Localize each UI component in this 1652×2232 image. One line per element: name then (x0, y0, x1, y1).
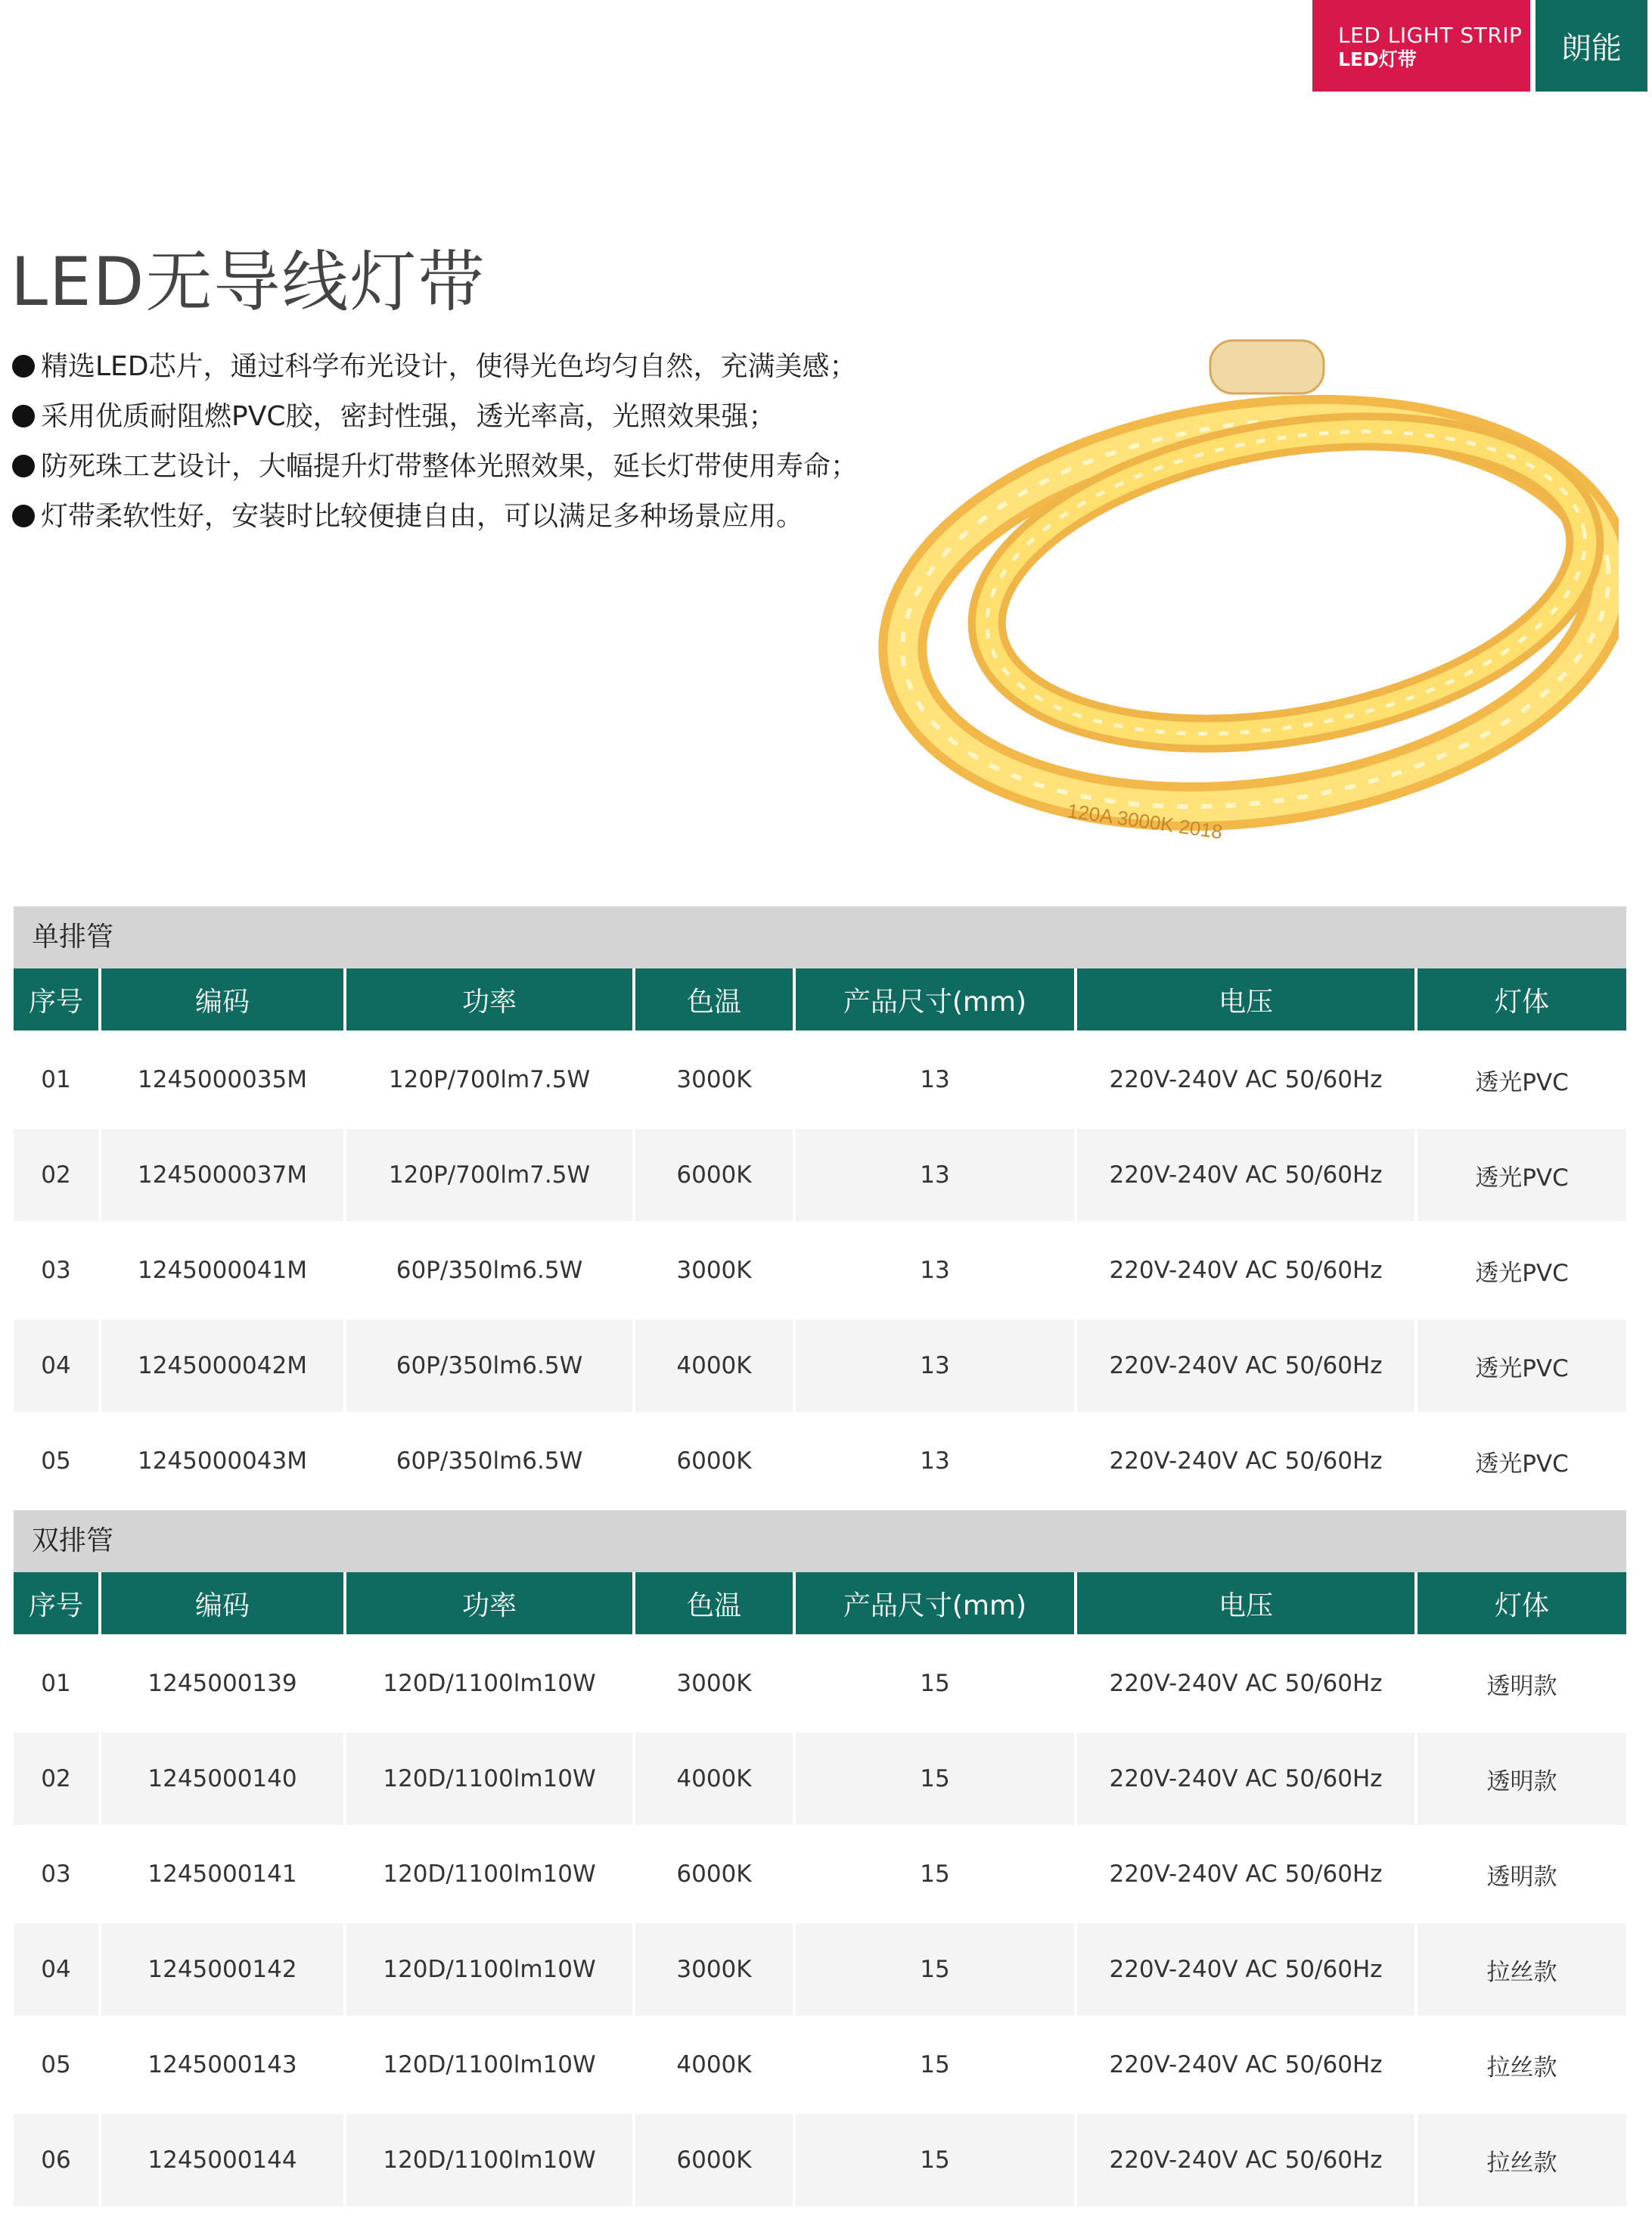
col-header: 色温 (635, 1572, 796, 1634)
single-row-table (14, 906, 1626, 1507)
table-row (14, 1317, 1626, 1412)
table-cell: 04 (14, 1320, 101, 1412)
table-cell: 120D/1100lm10W (346, 1733, 635, 1825)
table-cell: 透光PVC (1418, 1320, 1626, 1412)
table-cell: 05 (14, 2019, 101, 2111)
table-cell: 13 (796, 1034, 1077, 1126)
table-cell: 15 (796, 2019, 1077, 2111)
table-cell: 120D/1100lm10W (346, 2019, 635, 2111)
table-cell: 60P/350lm6.5W (346, 1415, 635, 1507)
table-cell: 120D/1100lm10W (346, 2114, 635, 2206)
brand-badge: 朗能 (1536, 0, 1647, 92)
table-cell: 220V-240V AC 50/60Hz (1077, 1034, 1418, 1126)
table-row (14, 1126, 1626, 1221)
table-cell: 透明款 (1418, 1637, 1626, 1730)
table-row (14, 1221, 1626, 1317)
table-cell: 13 (796, 1415, 1077, 1507)
col-header: 序号 (14, 968, 101, 1031)
table-cell: 1245000144 (101, 2114, 346, 2206)
table-cell: 120D/1100lm10W (346, 1828, 635, 1920)
table-cell: 02 (14, 1733, 101, 1825)
table-cell: 220V-240V AC 50/60Hz (1077, 2019, 1418, 2111)
table-cell: 4000K (635, 1320, 796, 1412)
table-cell: 220V-240V AC 50/60Hz (1077, 1828, 1418, 1920)
table-cell: 4000K (635, 2019, 796, 2111)
col-header: 产品尺寸(mm) (796, 1572, 1077, 1634)
table-cell: 4000K (635, 1733, 796, 1825)
strip-print: 120A 3000K 2018 (1066, 799, 1225, 844)
table-cell: 03 (14, 1224, 101, 1317)
double-row-table (14, 1510, 1626, 2206)
table-cell: 3000K (635, 1637, 796, 1730)
table-row (14, 1634, 1626, 1730)
table-cell: 120P/700lm7.5W (346, 1129, 635, 1221)
table-cell: 01 (14, 1034, 101, 1126)
col-header: 产品尺寸(mm) (796, 968, 1077, 1031)
table-cell: 120P/700lm7.5W (346, 1034, 635, 1126)
table-cell: 220V-240V AC 50/60Hz (1077, 2114, 1418, 2206)
table-cell: 120D/1100lm10W (346, 1923, 635, 2016)
table-cell: 15 (796, 1637, 1077, 1730)
table-body (14, 1031, 1626, 1507)
table-cell: 120D/1100lm10W (346, 1637, 635, 1730)
table-row (14, 2016, 1626, 2111)
category-en: LED LIGHT STRIP (1338, 23, 1523, 48)
feature-item: 采用优质耐阻燃PVC胶，密封性强，透光率高，光照效果强； (12, 392, 858, 442)
table-cell: 1245000139 (101, 1637, 346, 1730)
table-row (14, 1412, 1626, 1507)
col-header: 编码 (101, 968, 346, 1031)
table-cell: 02 (14, 1129, 101, 1221)
table-cell: 220V-240V AC 50/60Hz (1077, 1129, 1418, 1221)
table-cell: 13 (796, 1129, 1077, 1221)
table-cell: 3000K (635, 1923, 796, 2016)
table-cell: 6000K (635, 1415, 796, 1507)
table-cell: 220V-240V AC 50/60Hz (1077, 1224, 1418, 1317)
table-cell: 1245000141 (101, 1828, 346, 1920)
bullet-icon (12, 405, 35, 427)
col-header: 灯体 (1418, 1572, 1626, 1634)
table-body (14, 1634, 1626, 2206)
table-cell: 透光PVC (1418, 1034, 1626, 1126)
table-cell: 1245000042M (101, 1320, 346, 1412)
table-cell: 1245000043M (101, 1415, 346, 1507)
table-cell: 15 (796, 1828, 1077, 1920)
product-image (877, 333, 1619, 863)
table-cell: 01 (14, 1637, 101, 1730)
section-title: 单排管 (14, 906, 1626, 968)
col-header: 序号 (14, 1572, 101, 1634)
table-cell: 220V-240V AC 50/60Hz (1077, 1733, 1418, 1825)
table-cell: 15 (796, 2114, 1077, 2206)
table-row (14, 1920, 1626, 2016)
table-row (14, 1825, 1626, 1920)
table-cell: 1245000142 (101, 1923, 346, 2016)
table-cell: 3000K (635, 1224, 796, 1317)
table-cell: 6000K (635, 1828, 796, 1920)
bullet-icon (12, 355, 35, 378)
table-cell: 6000K (635, 1129, 796, 1221)
feature-list (12, 342, 858, 542)
col-header: 编码 (101, 1572, 346, 1634)
table-header (14, 968, 1626, 1031)
table-cell: 3000K (635, 1034, 796, 1126)
feature-item: 精选LED芯片，通过科学布光设计，使得光色均匀自然，充满美感； (12, 342, 858, 392)
table-cell: 220V-240V AC 50/60Hz (1077, 1415, 1418, 1507)
table-cell: 1245000035M (101, 1034, 346, 1126)
bullet-icon (12, 455, 35, 477)
feature-item: 防死珠工艺设计，大幅提升灯带整体光照效果，延长灯带使用寿命； (12, 442, 858, 492)
category-badge (1312, 0, 1530, 92)
table-cell: 1245000140 (101, 1733, 346, 1825)
table-row (14, 2111, 1626, 2206)
table-cell: 06 (14, 2114, 101, 2206)
section-title: 双排管 (14, 1510, 1626, 1572)
col-header: 电压 (1077, 1572, 1418, 1634)
table-cell: 拉丝款 (1418, 2114, 1626, 2206)
table-cell: 6000K (635, 2114, 796, 2206)
table-cell: 03 (14, 1828, 101, 1920)
table-cell: 1245000037M (101, 1129, 346, 1221)
table-cell: 13 (796, 1320, 1077, 1412)
table-cell: 拉丝款 (1418, 2019, 1626, 2111)
feature-item: 灯带柔软性好，安装时比较便捷自由，可以满足多种场景应用。 (12, 492, 858, 542)
table-cell: 220V-240V AC 50/60Hz (1077, 1320, 1418, 1412)
table-row (14, 1730, 1626, 1825)
bullet-icon (12, 505, 35, 527)
table-cell: 透光PVC (1418, 1129, 1626, 1221)
table-cell: 透光PVC (1418, 1224, 1626, 1317)
table-cell: 透光PVC (1418, 1415, 1626, 1507)
category-cn: LED灯带 (1338, 48, 1417, 70)
table-cell: 05 (14, 1415, 101, 1507)
col-header: 灯体 (1418, 968, 1626, 1031)
table-cell: 220V-240V AC 50/60Hz (1077, 1637, 1418, 1730)
table-cell: 透明款 (1418, 1733, 1626, 1825)
table-cell: 04 (14, 1923, 101, 2016)
table-cell: 15 (796, 1923, 1077, 2016)
col-header: 功率 (346, 1572, 635, 1634)
table-cell: 13 (796, 1224, 1077, 1317)
table-cell: 透明款 (1418, 1828, 1626, 1920)
col-header: 电压 (1077, 968, 1418, 1031)
table-cell: 60P/350lm6.5W (346, 1224, 635, 1317)
table-cell: 220V-240V AC 50/60Hz (1077, 1923, 1418, 2016)
page-title: LED无导线灯带 (11, 243, 486, 321)
col-header: 功率 (346, 968, 635, 1031)
table-header (14, 1572, 1626, 1634)
table-cell: 1245000143 (101, 2019, 346, 2111)
table-cell: 15 (796, 1733, 1077, 1825)
table-cell: 拉丝款 (1418, 1923, 1626, 2016)
table-cell: 1245000041M (101, 1224, 346, 1317)
table-row (14, 1031, 1626, 1126)
col-header: 色温 (635, 968, 796, 1031)
table-cell: 60P/350lm6.5W (346, 1320, 635, 1412)
